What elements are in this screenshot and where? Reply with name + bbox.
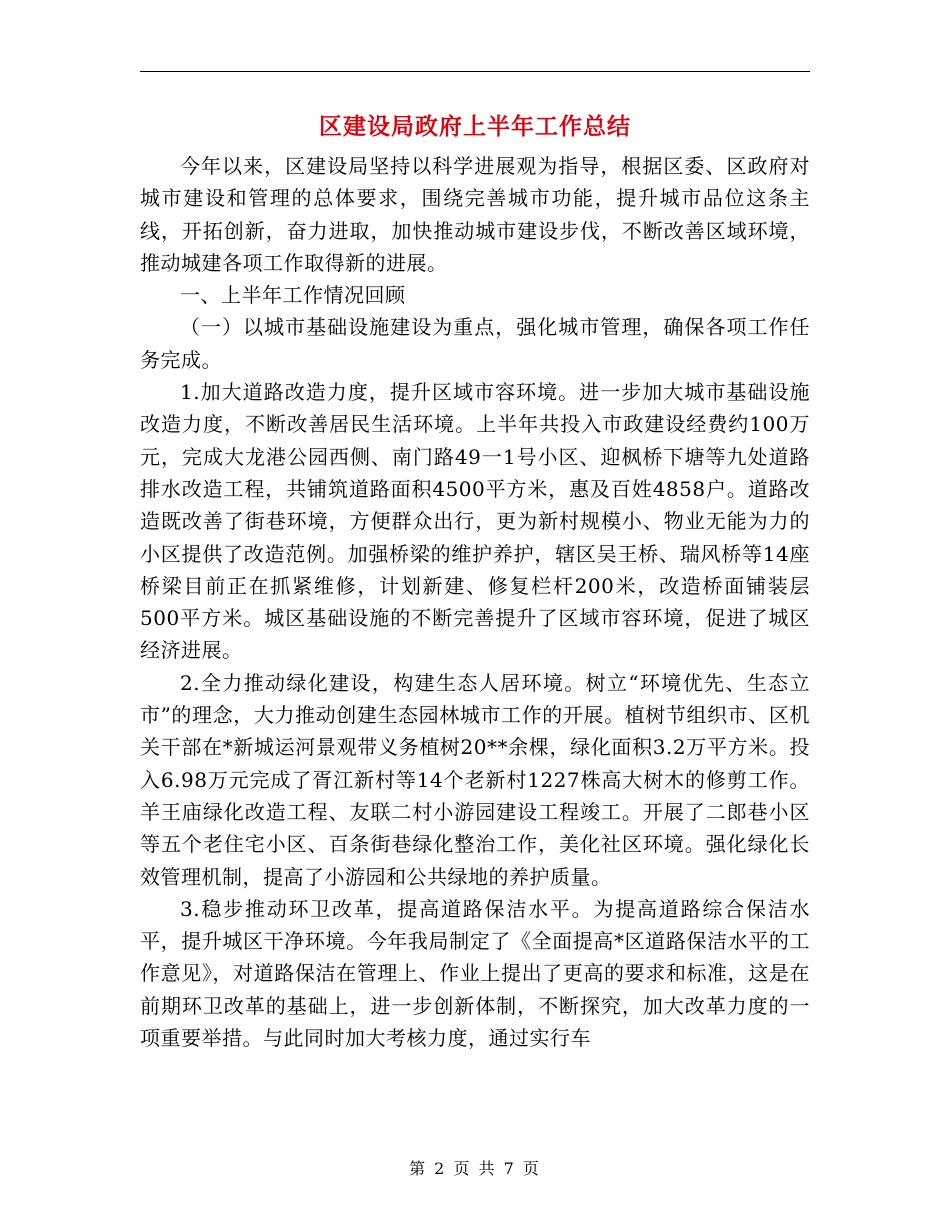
paragraph-intro: 今年以来，区建设局坚持以科学进展观为指导，根据区委、区政府对城市建设和管理的总体要求，围绕完善城市功能，提升城市品位这条主线，开拓创新，奋力进取，加快推动城市建设步伐，不断改善区域环境，推动城建各项工作取得新的进展。 [140,154,810,275]
paragraph-sanitation: 3.稳步推动环卫改革，提高道路保洁水平。为提高道路综合保洁水平，提升城区干净环境。今年我局制定了《全面提高*区道路保洁水平的工作意见》，对道路保洁在管理上、作业上提出了更高的要求和标准，这是在前期环卫改革的基础上，进一步创新体制，不断探究，加大改革力度的一项重要举措。与此同时加大考核力度，通过实行车 [140,896,810,1051]
paragraph-greening: 2.全力推动绿化建设，构建生态人居环境。树立“环境优先、生态立市”的理念，大力推动创建生态园林城市工作的开展。植树节组织市、区机关干部在*新城运河景观带义务植树20**余棵，绿化面积3.2万平方米。投入6.98万元完成了胥江新村等14个老新村1227株高大树木的修剪工作。羊王庙绿化改造工程、友联二村小游园建设工程竣工。开展了二郎巷小区等五个老住宅小区、百条街巷绿化整治工作，美化社区环境。强化绿化长效管理机制，提高了小游园和公共绿地的养护质量。 [140,670,810,889]
header-rule [140,71,810,72]
document-title: 区建设局政府上半年工作总结 [319,113,631,140]
paragraph-roads: 1.加大道路改造力度，提升区域市容环境。进一步加大城市基础设施改造力度，不断改善居民生活环境。上半年共投入市政建设经费约100万元，完成大龙港公园西侧、南门路49一1号小区、迎枫桥下塘等九处道路排水改造工程，共铺筑道路面积4500平方米，惠及百姓4858户。道路改造既改善了街巷环境，方便群众出行，更为新村规模小、物业无能为力的小区提供了改造范例。加强桥梁的维护养护，辖区吴王桥、瑞风桥等14座桥梁目前正在抓紧维修，计划新建、修复栏杆200米，改造桥面铺装层500平方米。城区基础设施的不断完善提升了区域市容环境，促进了城区经济进展。 [140,380,810,663]
page-number: 第 2 页 共 7 页 [409,1159,541,1178]
subsection-heading-1: （一）以城市基础设施建设为重点，强化城市管理，确保各项工作任务完成。 [140,315,810,372]
section-heading-review: 一、上半年工作情况回顾 [180,283,406,308]
document-body [140,150,810,1054]
